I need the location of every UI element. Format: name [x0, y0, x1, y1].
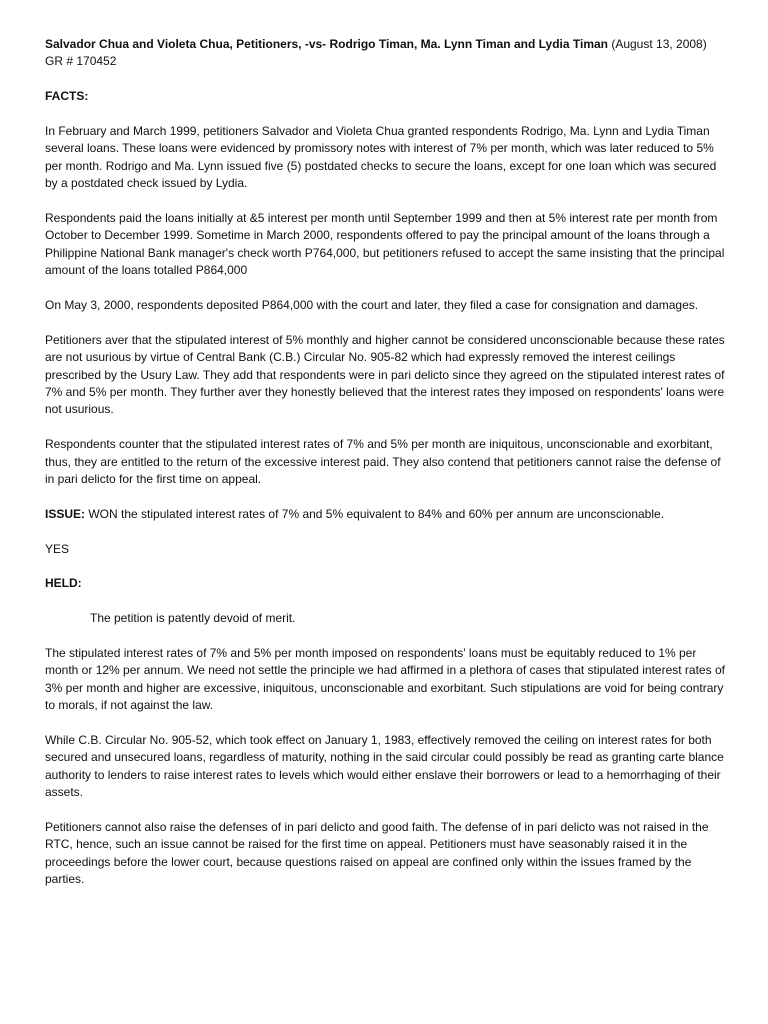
- issue-statement: [45, 506, 730, 523]
- held-paragraph: Petitioners cannot also raise the defenses of in pari delicto and good faith. The defense of in pari delicto was not raised in the RTC, hence, such an issue cannot be raised for the first time on appeal. Petitioners must have seasonably raised it in the proceedings before the lower court, because questions raised on appeal are confined only within the issues framed by the parties.: [45, 820, 709, 887]
- facts-paragraph: On May 3, 2000, respondents deposited P864,000 with the court and later, they filed a case for consignation and damages.: [45, 298, 699, 313]
- issue-text: WON the stipulated interest rates of 7% and 5% equivalent to 84% and 60% per annum are unconscionable.: [85, 506, 665, 521]
- issue-answer: YES: [45, 541, 70, 556]
- case-title: Salvador Chua and Violeta Chua, Petitioners, -vs- Rodrigo Timan, Ma. Lynn Timan and Lydia Timan: [45, 37, 608, 51]
- case-date: (August 13, 2008): [608, 37, 707, 51]
- issue-label: ISSUE:: [45, 506, 86, 521]
- facts-paragraph: Petitioners aver that the stipulated interest of 5% monthly and higher cannot be considered unconscionable because these rates are not usurious by virtue of Central Bank (C.B.) Circular No. 905-82 which had expressly removed the interest ceilings prescribed by the Usury Law. They add that respondents were in pari delicto since they agreed on the stipulated interest rates of 7% and 5% per month. They further aver they honestly believed that the interest rates they imposed on respondents' loans were not usurious.: [45, 332, 725, 417]
- held-intro: The petition is patently devoid of merit.: [90, 611, 296, 626]
- held-paragraph: While C.B. Circular No. 905-52, which took effect on January 1, 1983, effectively removed the ceiling on interest rates for both secured and unsecured loans, regardless of maturity, nothing in the said circular could possibly be read as granting carte blance authority to lenders to raise interest rates to levels which would either enslave their borrowers or lead to a hemorrhaging of their assets.: [45, 733, 724, 800]
- facts-heading: FACTS:: [45, 89, 89, 104]
- document-page: [45, 36, 730, 889]
- gr-number: GR # 170452: [45, 54, 117, 69]
- case-caption: [45, 36, 730, 53]
- held-paragraph: The stipulated interest rates of 7% and 5% per month imposed on respondents' loans must be equitably reduced to 1% per month or 12% per annum. We need not settle the principle we had affirmed in a plethora of cases that stipulated interest rates of 3% per month and higher are excessive, iniquitous, unconscionable and exorbitant. Such stipulations are void for being contrary to morals, if not against the law.: [45, 646, 725, 713]
- facts-paragraph: Respondents paid the loans initially at &5 interest per month until September 1999 and then at 5% interest rate per month from October to December 1999. Sometime in March 2000, respondents offered to pay the principal amount of the loans through a Philippine National Bank manager's check worth P764,000, but petitioners refused to accept the same insisting that the principal amount of the loans totalled P864,000: [45, 211, 725, 278]
- facts-paragraph: Respondents counter that the stipulated interest rates of 7% and 5% per month are iniquitous, unconscionable and exorbitant, thus, they are entitled to the return of the excessive interest paid. They also contend that petitioners cannot raise the defense of in pari delicto for the first time on appeal.: [45, 437, 721, 487]
- held-heading: HELD:: [45, 576, 82, 591]
- facts-paragraph: In February and March 1999, petitioners Salvador and Violeta Chua granted respondents Rodrigo, Ma. Lynn and Lydia Timan several loans. These loans were evidenced by promissory notes with interest of 7% per month, which was later reduced to 5% per month. Rodrigo and Ma. Lynn issued five (5) postdated checks to secure the loans, except for one loan which was secured by a postdated check issued by Lydia.: [45, 124, 717, 191]
